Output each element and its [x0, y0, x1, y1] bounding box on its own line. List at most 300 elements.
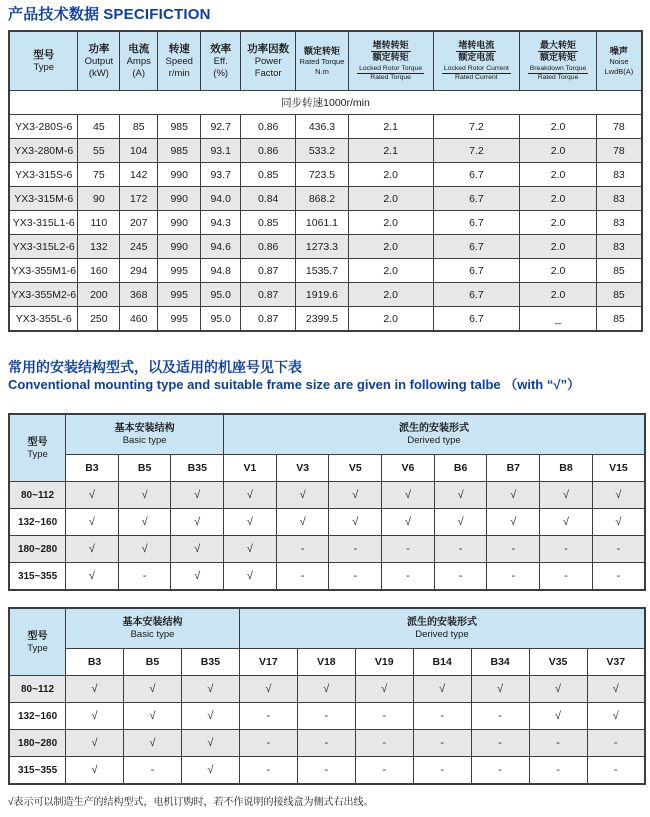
spec-value-cell: 995 [158, 307, 201, 332]
mount-type-header-en: Type [27, 642, 48, 654]
mount-mark-cell: √ [587, 676, 645, 703]
spec-col-header [520, 31, 597, 91]
mount-mark-cell: - [487, 536, 540, 563]
spec-value-cell: 0.85 [241, 163, 296, 187]
frame-size-cell: 180~280 [9, 536, 66, 563]
spec-value-cell: 990 [158, 163, 201, 187]
mount-mark-cell: √ [181, 676, 239, 703]
fraction-denominator-en: Rated Torque [537, 74, 579, 81]
mount-mark-cell: √ [540, 509, 593, 536]
fraction-numerator-en: Locked Rotor Current [443, 65, 509, 72]
mount-mark-cell: - [297, 730, 355, 757]
mount-mark-cell: √ [171, 509, 224, 536]
frame-size-cell: 315~355 [9, 563, 66, 591]
page-title-zh: 产品技术数据 [8, 6, 100, 23]
fraction-en [520, 65, 596, 82]
mount-col-label: B35 [171, 455, 224, 482]
spec-value-cell: 2.1 [348, 115, 433, 139]
mount-mark-cell: √ [434, 509, 487, 536]
spec-value-cell: 2.0 [348, 307, 433, 332]
fraction-numerator-zh: 最大转矩 [540, 40, 577, 50]
mount-mark-cell: - [540, 536, 593, 563]
spec-value-cell: 0.86 [241, 139, 296, 163]
mount-header-row-labels [9, 455, 645, 482]
mount-mark-cell: √ [66, 509, 119, 536]
spec-value-cell: 75 [78, 163, 120, 187]
mount-type-header [9, 608, 66, 676]
spec-value-cell: 1273.3 [296, 235, 349, 259]
mount-mark-cell: √ [66, 563, 119, 591]
mount-type-header-zh: 型号 [27, 630, 48, 642]
mount-basic-header-en: Basic type [130, 629, 175, 640]
spec-value-cell: 6.7 [433, 235, 520, 259]
spec-value-cell: 55 [78, 139, 120, 163]
spec-type-cell: YX3-355M1-6 [9, 259, 78, 283]
mounting-table-head [9, 414, 645, 482]
mount-mark-cell: √ [66, 757, 124, 785]
spec-value-cell: 0.84 [241, 187, 296, 211]
col-label-zh: 效率 [210, 42, 232, 55]
spec-value-cell: 6.7 [433, 187, 520, 211]
mount-col-label: V35 [529, 649, 587, 676]
fraction-denominator-en: Rated Torque [370, 74, 411, 81]
spec-value-cell: 1535.7 [296, 259, 349, 283]
spec-value-cell: 93.1 [201, 139, 241, 163]
spec-value-cell: 2.0 [520, 115, 597, 139]
spec-value-cell: 90 [78, 187, 120, 211]
mount-mark-cell: √ [382, 482, 435, 509]
spec-value-cell: 94.0 [201, 187, 241, 211]
mount-mark-cell: √ [181, 757, 239, 785]
spec-value-cell: 94.6 [201, 235, 241, 259]
fraction-zh [349, 40, 433, 63]
mount-mark-cell: - [413, 757, 471, 785]
mount-mark-cell: - [239, 730, 297, 757]
mount-mark-cell: - [297, 703, 355, 730]
spec-row [9, 139, 642, 163]
mount-derived-header-en: Derived type [407, 435, 461, 446]
mount-mark-cell: - [471, 703, 529, 730]
spec-value-cell: 6.7 [433, 307, 520, 332]
spec-value-cell: 995 [158, 283, 201, 307]
spec-value-cell: 2.0 [520, 259, 597, 283]
col-label-zh: 型号 [33, 48, 55, 61]
mount-mark-cell: √ [124, 730, 182, 757]
spec-value-cell: 200 [78, 283, 120, 307]
mount-mark-cell: - [118, 563, 171, 591]
mount-col-label: B7 [487, 455, 540, 482]
spec-value-cell: 6.7 [433, 259, 520, 283]
spec-type-cell: YX3-280S-6 [9, 115, 78, 139]
mount-mark-cell: - [434, 563, 487, 591]
mount-mark-cell: √ [171, 563, 224, 591]
mount-mark-cell: √ [592, 509, 645, 536]
spec-row [9, 283, 642, 307]
spec-col-header [201, 31, 241, 91]
spec-value-cell: 0.86 [241, 235, 296, 259]
mount-row [9, 482, 645, 509]
spec-type-cell: YX3-315M-6 [9, 187, 78, 211]
mount-header-row-groups [9, 414, 645, 455]
col-label-zh: 功率 [88, 42, 110, 55]
mount-mark-cell: √ [66, 703, 124, 730]
mount-mark-cell: √ [224, 563, 277, 591]
mount-mark-cell: - [540, 563, 593, 591]
spec-value-cell: 6.7 [433, 283, 520, 307]
spec-value-cell: 93.7 [201, 163, 241, 187]
spec-value-cell: 142 [120, 163, 158, 187]
mount-col-label: B14 [413, 649, 471, 676]
mount-mark-cell: - [239, 703, 297, 730]
spec-col-header [9, 31, 78, 91]
mount-mark-cell: √ [487, 482, 540, 509]
spec-value-cell: 110 [78, 211, 120, 235]
mount-mark-cell: √ [276, 509, 329, 536]
frame-size-cell: 132~160 [9, 703, 66, 730]
col-label-zh: 功率因数 [247, 42, 290, 55]
spec-col-header [296, 31, 349, 91]
col-label-en: N.m [315, 66, 329, 76]
spec-value-cell: 368 [120, 283, 158, 307]
mount-mark-cell: - [413, 730, 471, 757]
col-label-zh: 额定转矩 [303, 46, 340, 56]
mount-derived-header-zh: 派生的安装形式 [406, 617, 477, 628]
mount-mark-cell: √ [587, 703, 645, 730]
footnote: √表示可以制造生产的结构型式，电机订购时，若不作说明的接线盒为侧式右出线。 [8, 797, 374, 808]
spec-value-cell: 294 [120, 259, 158, 283]
mount-mark-cell: √ [118, 482, 171, 509]
spec-value-cell: 2399.5 [296, 307, 349, 332]
spec-value-cell: 85 [120, 115, 158, 139]
mount-mark-cell: √ [66, 676, 124, 703]
spec-col-header [158, 31, 201, 91]
mount-mark-cell: √ [171, 482, 224, 509]
spec-value-cell: _ [520, 307, 597, 332]
spec-value-cell: 104 [120, 139, 158, 163]
mount-row [9, 536, 645, 563]
catalog-page [0, 3, 650, 808]
spec-row [9, 307, 642, 332]
frame-size-cell: 132~160 [9, 509, 66, 536]
mount-derived-group-header [239, 608, 645, 649]
spec-value-cell: 985 [158, 139, 201, 163]
spec-value-cell: 2.0 [520, 163, 597, 187]
spec-table-head [9, 31, 642, 91]
mount-mark-cell: - [297, 757, 355, 785]
spec-value-cell: 95.0 [201, 283, 241, 307]
mount-mark-cell: √ [239, 676, 297, 703]
mount-mark-cell: √ [297, 676, 355, 703]
spec-value-cell: 45 [78, 115, 120, 139]
mount-mark-cell: - [529, 757, 587, 785]
mount-mark-cell: - [276, 536, 329, 563]
col-label-zh: 噪声 [609, 46, 628, 56]
col-label-en: Output [84, 55, 114, 67]
spec-table-body [9, 91, 642, 332]
mount-col-label: B3 [66, 649, 124, 676]
spec-value-cell: 0.85 [241, 211, 296, 235]
mounting-table-head [9, 608, 645, 676]
spec-value-cell: 2.0 [348, 235, 433, 259]
mount-row [9, 563, 645, 591]
spec-value-cell: 85 [596, 283, 642, 307]
mounting-table-1 [8, 413, 646, 591]
col-label-en: (%) [213, 67, 229, 79]
spec-value-cell: 436.3 [296, 115, 349, 139]
spec-value-cell: 2.0 [348, 211, 433, 235]
mount-mark-cell: √ [471, 676, 529, 703]
fraction-denominator-zh: 额定转矩 [372, 52, 409, 62]
mount-basic-header-zh: 基本安装结构 [114, 423, 175, 434]
mount-mark-cell: √ [181, 703, 239, 730]
mount-mark-cell: √ [181, 730, 239, 757]
spec-col-header [241, 31, 296, 91]
spec-row [9, 211, 642, 235]
spec-value-cell: 995 [158, 259, 201, 283]
col-label-en: Eff. [213, 55, 228, 67]
spec-value-cell: 78 [596, 139, 642, 163]
spec-table [8, 30, 643, 332]
frame-size-cell: 180~280 [9, 730, 66, 757]
mount-mark-cell: - [529, 730, 587, 757]
mount-col-label: V5 [329, 455, 382, 482]
col-label-zh: 电流 [128, 42, 150, 55]
mount-mark-cell: - [471, 757, 529, 785]
fraction-denominator-zh: 额定电流 [458, 52, 495, 62]
spec-col-header [596, 31, 642, 91]
spec-value-cell: 2.0 [348, 187, 433, 211]
spec-value-cell: 0.86 [241, 115, 296, 139]
col-label-zh: 转速 [168, 42, 190, 55]
spec-value-cell: 7.2 [433, 115, 520, 139]
fraction-numerator-zh: 堵转电流 [458, 40, 495, 50]
mount-mark-cell: √ [540, 482, 593, 509]
sync-speed-cell: 同步转速1000r/min [9, 91, 642, 115]
mount-col-label: B35 [181, 649, 239, 676]
mount-mark-cell: - [413, 703, 471, 730]
spec-value-cell: 83 [596, 163, 642, 187]
spec-type-cell: YX3-280M-6 [9, 139, 78, 163]
mount-col-label: B34 [471, 649, 529, 676]
mount-type-header [9, 414, 66, 482]
mount-derived-header-zh: 派生的安装形式 [399, 423, 470, 434]
fraction-denominator-zh: 额定转矩 [540, 52, 577, 62]
page-title-en: SPECIFICTION [103, 6, 211, 23]
mount-row [9, 730, 645, 757]
mount-col-label: B5 [118, 455, 171, 482]
fraction-en [434, 65, 520, 82]
col-label-en: Rated Torque [299, 57, 345, 66]
spec-value-cell: 6.7 [433, 163, 520, 187]
mount-mark-cell: √ [355, 676, 413, 703]
spec-col-header [433, 31, 520, 91]
frame-size-cell: 80~112 [9, 676, 66, 703]
spec-value-cell: 2.0 [348, 259, 433, 283]
mount-mark-cell: √ [487, 509, 540, 536]
mount-row [9, 676, 645, 703]
fraction-numerator-en: Breakdown Torque [529, 65, 587, 72]
spec-value-cell: 2.0 [348, 283, 433, 307]
col-label-en: Type [33, 61, 55, 73]
mount-col-label: V6 [382, 455, 435, 482]
frame-size-cell: 80~112 [9, 482, 66, 509]
spec-value-cell: 132 [78, 235, 120, 259]
mount-header-row-labels [9, 649, 645, 676]
col-label-en: Amps [126, 55, 151, 67]
spec-value-cell: 207 [120, 211, 158, 235]
spec-value-cell: 85 [596, 307, 642, 332]
mount-col-label: V19 [355, 649, 413, 676]
spec-value-cell: 83 [596, 187, 642, 211]
spec-type-cell: YX3-355M2-6 [9, 283, 78, 307]
mount-mark-cell: - [592, 563, 645, 591]
spec-value-cell: 460 [120, 307, 158, 332]
mounting-heading-en: Conventional mounting type and suitable frame size are given in following talbe （with “√”） [8, 377, 580, 392]
mount-mark-cell: √ [529, 676, 587, 703]
mount-basic-group-header [66, 608, 240, 649]
mount-mark-cell: √ [118, 536, 171, 563]
col-label-en: Power [254, 55, 282, 67]
spec-value-cell: 250 [78, 307, 120, 332]
fraction-denominator-en: Rated Current [455, 74, 498, 81]
mounting-heading-zh: 常用的安装结构型式，以及适用的机座号见下表 [8, 359, 302, 375]
mount-mark-cell: √ [224, 536, 277, 563]
spec-value-cell: 245 [120, 235, 158, 259]
spec-value-cell: 6.7 [433, 211, 520, 235]
spec-type-cell: YX3-315L1-6 [9, 211, 78, 235]
mounting-section-heading [8, 359, 650, 393]
spec-type-cell: YX3-315L2-6 [9, 235, 78, 259]
spec-value-cell: 2.0 [520, 211, 597, 235]
spec-value-cell: 985 [158, 115, 201, 139]
mount-mark-cell: √ [171, 536, 224, 563]
spec-value-cell: 990 [158, 235, 201, 259]
mount-mark-cell: - [124, 757, 182, 785]
fraction-numerator-en: Locked Rotor Torque [359, 65, 423, 72]
mount-col-label: V15 [592, 455, 645, 482]
page-title [8, 3, 650, 24]
mount-row [9, 703, 645, 730]
spec-value-cell: 172 [120, 187, 158, 211]
spec-value-cell: 83 [596, 211, 642, 235]
spec-value-cell: 2.0 [348, 163, 433, 187]
mounting-table-body [9, 482, 645, 591]
spec-value-cell: 78 [596, 115, 642, 139]
mount-mark-cell: √ [66, 482, 119, 509]
mount-mark-cell: √ [329, 482, 382, 509]
mount-mark-cell: - [329, 536, 382, 563]
spec-value-cell: 7.2 [433, 139, 520, 163]
mount-basic-header-en: Basic type [122, 435, 167, 446]
mount-mark-cell: √ [66, 536, 119, 563]
spec-type-cell: YX3-355L-6 [9, 307, 78, 332]
mount-mark-cell: - [471, 730, 529, 757]
spec-type-cell: YX3-315S-6 [9, 163, 78, 187]
mount-mark-cell: √ [592, 482, 645, 509]
col-label-en: r/min [168, 67, 190, 79]
spec-value-cell: 2.0 [520, 187, 597, 211]
spec-header-row [9, 31, 642, 91]
mount-mark-cell: √ [66, 730, 124, 757]
spec-value-cell: 990 [158, 211, 201, 235]
spec-value-cell: 2.1 [348, 139, 433, 163]
mount-mark-cell: - [382, 563, 435, 591]
mount-col-label: B6 [434, 455, 487, 482]
mount-basic-header-zh: 基本安装结构 [122, 617, 183, 628]
mount-mark-cell: √ [529, 703, 587, 730]
mount-mark-cell: - [239, 757, 297, 785]
mount-mark-cell: - [587, 730, 645, 757]
mount-mark-cell: - [355, 730, 413, 757]
mount-mark-cell: - [434, 536, 487, 563]
spec-row [9, 115, 642, 139]
mounting-table-2 [8, 607, 646, 785]
spec-row [9, 187, 642, 211]
mount-mark-cell: √ [276, 482, 329, 509]
col-label-en: (A) [132, 67, 146, 79]
frame-size-cell: 315~355 [9, 757, 66, 785]
mount-col-label: V18 [297, 649, 355, 676]
spec-col-header [120, 31, 158, 91]
spec-value-cell: 2.0 [520, 235, 597, 259]
mount-mark-cell: √ [124, 703, 182, 730]
mount-mark-cell: √ [118, 509, 171, 536]
mounting-table-body [9, 676, 645, 785]
mount-derived-header-en: Derived type [415, 629, 469, 640]
mount-col-label: B5 [124, 649, 182, 676]
mount-derived-group-header [224, 414, 645, 455]
spec-value-cell: 990 [158, 187, 201, 211]
spec-value-cell: 83 [596, 235, 642, 259]
mount-basic-group-header [66, 414, 224, 455]
spec-value-cell: 0.87 [241, 259, 296, 283]
mount-mark-cell: √ [434, 482, 487, 509]
mount-mark-cell: √ [382, 509, 435, 536]
spec-value-cell: 1061.1 [296, 211, 349, 235]
mount-mark-cell: - [355, 703, 413, 730]
mount-type-header-zh: 型号 [27, 436, 48, 448]
fraction-numerator-zh: 堵转转矩 [372, 40, 409, 50]
mount-col-label: V37 [587, 649, 645, 676]
mount-mark-cell: √ [413, 676, 471, 703]
mount-mark-cell: - [592, 536, 645, 563]
fraction-zh [434, 40, 520, 63]
mount-col-label: B3 [66, 455, 119, 482]
mount-type-header-en: Type [27, 448, 48, 460]
spec-value-cell: 1919.6 [296, 283, 349, 307]
mount-mark-cell: √ [329, 509, 382, 536]
spec-value-cell: 2.0 [520, 283, 597, 307]
spec-row [9, 235, 642, 259]
mount-row [9, 509, 645, 536]
col-label-en: Speed [165, 55, 193, 67]
spec-col-header [348, 31, 433, 91]
spec-value-cell: 94.8 [201, 259, 241, 283]
col-label-en: Factor [254, 67, 282, 79]
col-label-en: Noise [609, 57, 629, 66]
spec-value-cell: 723.5 [296, 163, 349, 187]
spec-value-cell: 533.2 [296, 139, 349, 163]
mount-mark-cell: - [487, 563, 540, 591]
spec-row [9, 163, 642, 187]
spec-value-cell: 868.2 [296, 187, 349, 211]
mount-mark-cell: √ [224, 509, 277, 536]
fraction-zh [520, 40, 596, 63]
spec-value-cell: 160 [78, 259, 120, 283]
col-label-en: (kW) [88, 67, 109, 79]
mount-mark-cell: - [276, 563, 329, 591]
mount-mark-cell: - [355, 757, 413, 785]
